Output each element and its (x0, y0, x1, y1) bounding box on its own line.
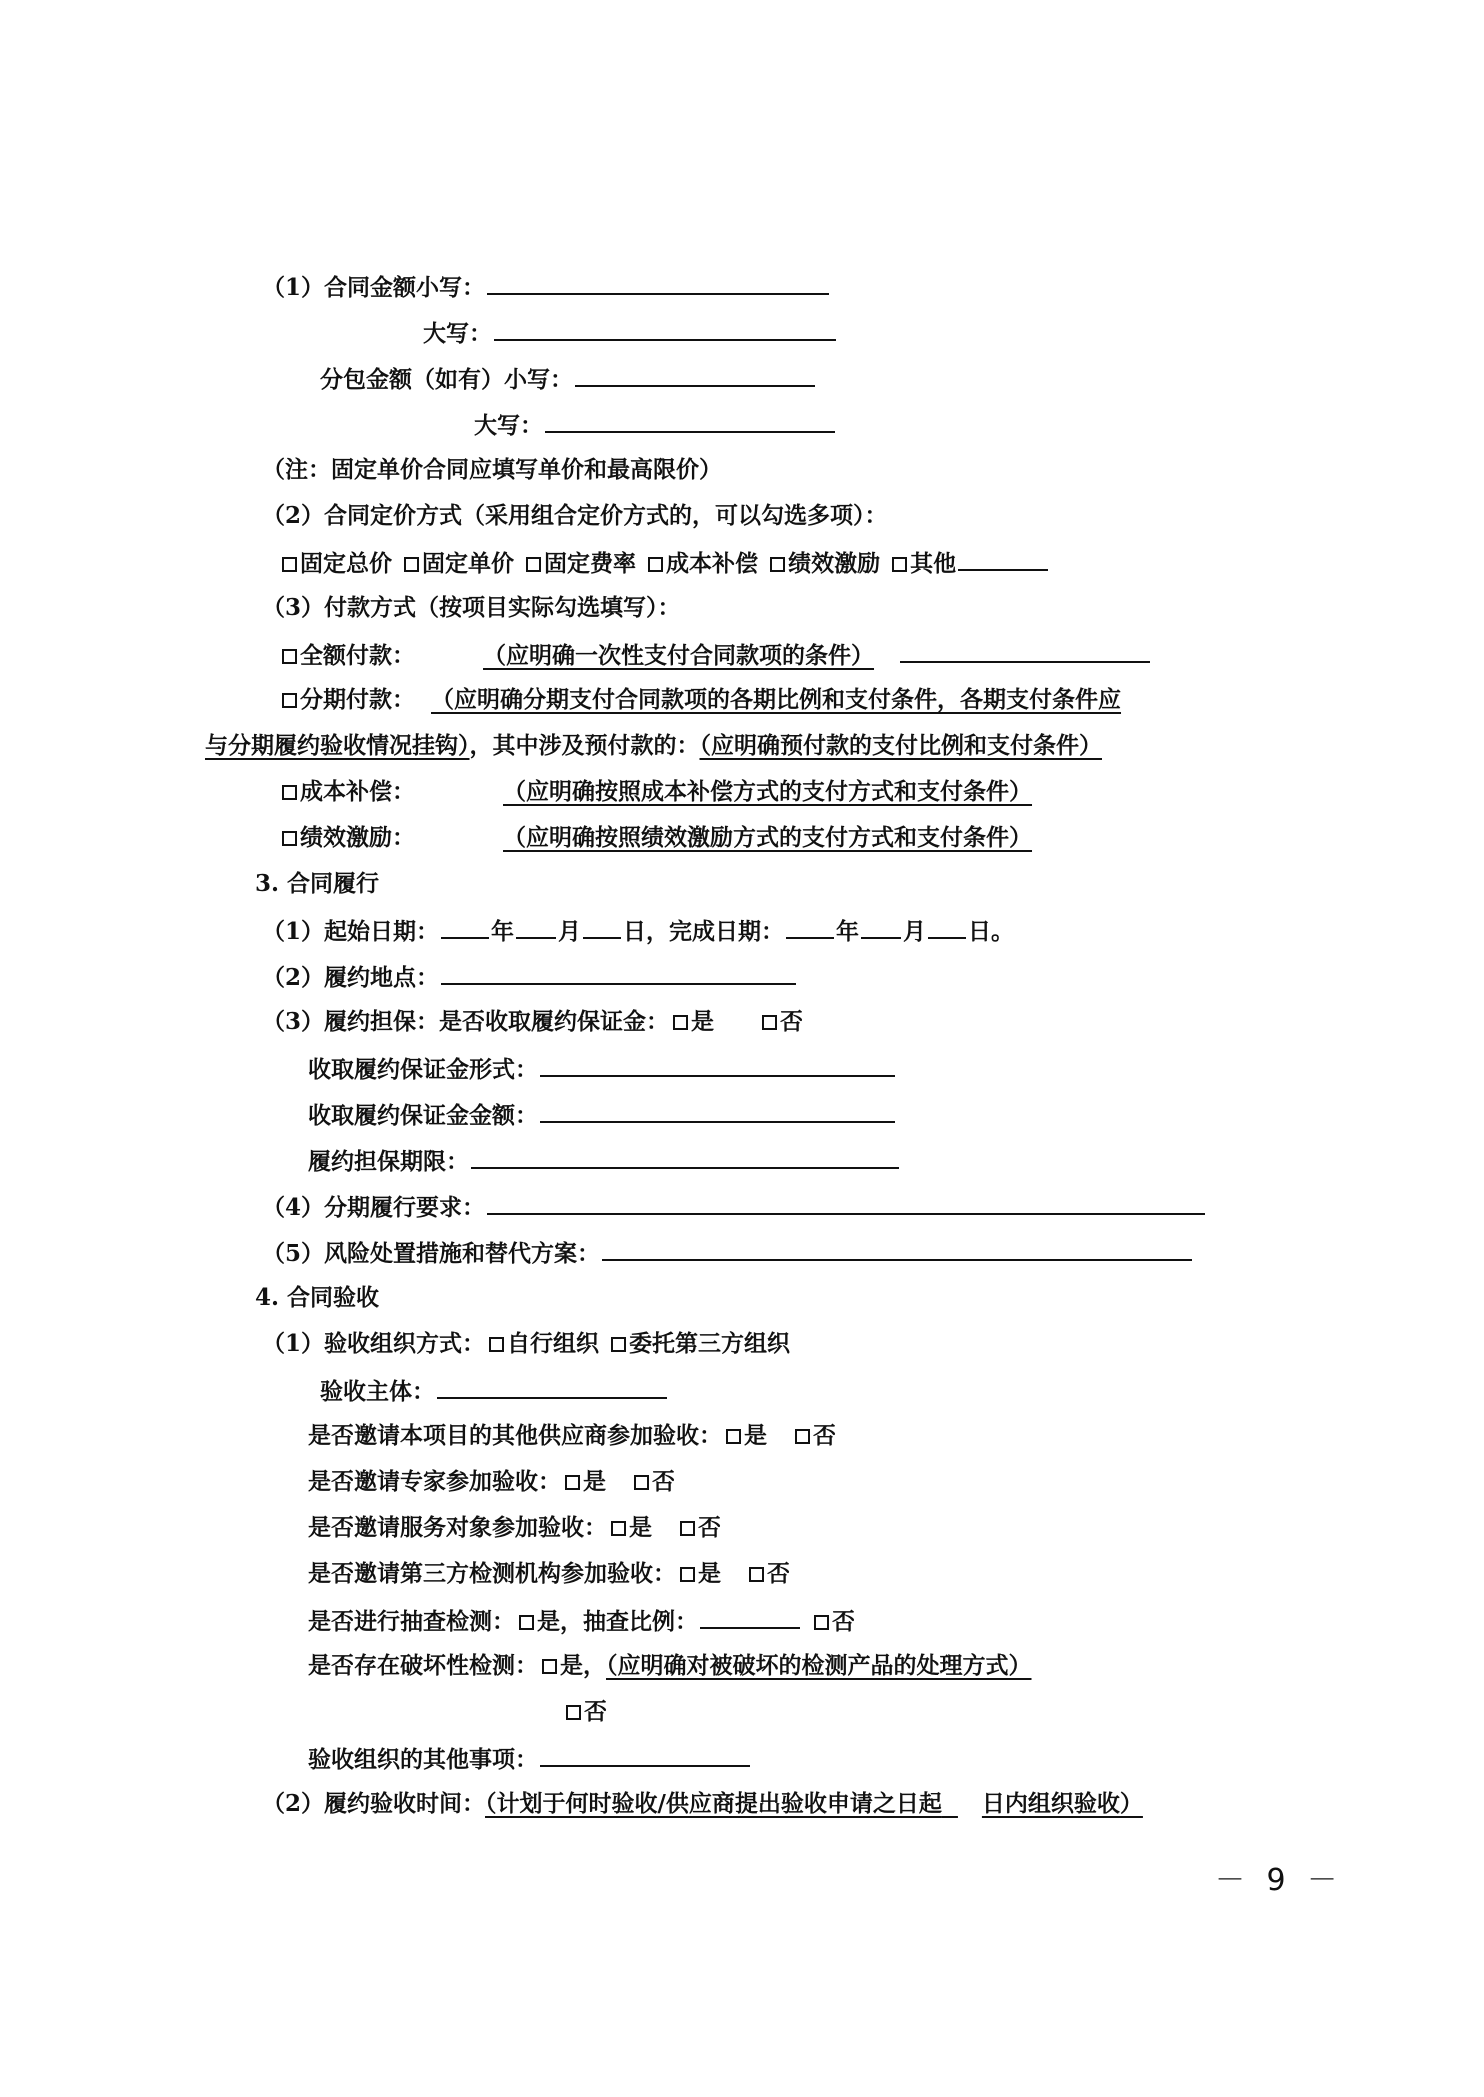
risk-row (262, 1237, 1194, 1267)
acceptance-days-field[interactable] (942, 1789, 982, 1819)
location-row (262, 961, 798, 991)
acceptance-org-row (262, 1329, 790, 1359)
guarantee-label: （3）履约担保：是否收取履约保证金： (262, 1008, 670, 1035)
pricing-options (278, 547, 1050, 577)
checkbox-performance[interactable] (770, 557, 785, 572)
installment-text-1: （应明确分期支付合同款项的各期比例和支付条件，各期支付条件应 (431, 686, 1122, 713)
checkbox-self-organize[interactable] (489, 1337, 504, 1352)
full-payment-line (900, 639, 1150, 663)
end-month-field[interactable] (861, 915, 901, 939)
destructive-test-text: （应明确对被破坏的检测产品的处理方式） (606, 1652, 1032, 1679)
acceptance-heading: 4. 合同验收 (255, 1284, 380, 1311)
no-label: 否 (780, 1008, 804, 1035)
q2-label: 是否邀请专家参加验收： (308, 1468, 561, 1495)
installment-label: 分期付款： (300, 686, 415, 713)
performance-heading: 3. 合同履行 (255, 870, 380, 897)
start-day-field[interactable] (583, 915, 621, 939)
contract-amount-big-field[interactable] (494, 317, 836, 341)
third-party-label: 委托第三方组织 (629, 1330, 791, 1357)
q1-row (308, 1421, 836, 1451)
checkbox-q5-no[interactable] (814, 1615, 829, 1630)
no-label: 否 (652, 1468, 675, 1495)
start-year-field[interactable] (441, 915, 489, 939)
checkbox-fixed-total[interactable] (282, 557, 297, 572)
option-label: 其他 (910, 550, 957, 577)
contract-amount-big-label: 大写： (423, 320, 492, 347)
guarantee-period-row (308, 1145, 901, 1175)
checkbox-third-party[interactable] (611, 1337, 626, 1352)
no-label: 否 (698, 1514, 721, 1541)
guarantee-form-field[interactable] (540, 1053, 895, 1077)
option-label: 固定总价 (300, 550, 392, 577)
checkbox-guarantee-no[interactable] (762, 1015, 777, 1030)
q4-row (308, 1559, 790, 1589)
sample-ratio-field[interactable] (700, 1605, 800, 1629)
risk-label: （5）风险处置措施和替代方案： (262, 1240, 601, 1267)
option-label: 成本补偿 (666, 550, 759, 577)
yes-label: 是 (698, 1560, 721, 1587)
payment-full-row (278, 639, 1152, 669)
prepay-text: （应明确预付款的支付比例和支付条件） (699, 732, 1102, 759)
checkbox-full-payment[interactable] (282, 649, 297, 664)
year-label: 年 (836, 918, 860, 945)
contract-amount-small-row (262, 271, 831, 301)
checkbox-q4-yes[interactable] (680, 1567, 695, 1582)
checkbox-cost-comp[interactable] (648, 557, 663, 572)
guarantee-period-label: 履约担保期限： (308, 1148, 469, 1175)
checkbox-q4-no[interactable] (749, 1567, 764, 1582)
risk-field[interactable] (602, 1237, 1192, 1261)
cost-payment-label: 成本补偿： (300, 778, 415, 805)
checkbox-q3-yes[interactable] (611, 1521, 626, 1536)
perf-payment-label: 绩效激励： (300, 824, 415, 851)
acceptance-subject-row (320, 1375, 669, 1405)
q5-label: 是否进行抽查检测： (308, 1608, 515, 1635)
end-year-field[interactable] (786, 915, 834, 939)
month-label: 月 (903, 918, 927, 945)
month-label: 月 (558, 918, 582, 945)
option-label: 固定单价 (422, 550, 515, 577)
sub-amount-small-field[interactable] (575, 363, 815, 387)
q3-row (308, 1513, 721, 1543)
checkbox-q6-yes[interactable] (542, 1659, 557, 1674)
complete-date-label: ，完成日期： (646, 918, 785, 945)
checkbox-cost-payment[interactable] (282, 785, 297, 800)
no-label: 否 (584, 1698, 607, 1725)
no-label: 否 (767, 1560, 790, 1587)
q6-yes-label: 是， (560, 1652, 606, 1679)
self-organize-label: 自行组织 (507, 1330, 600, 1357)
contract-amount-big-row (423, 317, 838, 347)
sub-amount-small-label: 分包金额（如有）小写： (320, 366, 573, 393)
payment-title: （3）付款方式（按项目实际勾选填写）： (262, 594, 681, 621)
payment-install-row-2 (205, 731, 1102, 761)
sub-amount-big-field[interactable] (545, 409, 835, 433)
guarantee-form-row (308, 1053, 897, 1083)
start-month-field[interactable] (516, 915, 556, 939)
checkbox-installment[interactable] (282, 693, 297, 708)
contract-amount-small-field[interactable] (487, 271, 829, 295)
guarantee-period-field[interactable] (471, 1145, 899, 1169)
prepay-label: ，其中涉及预付款的： (469, 732, 700, 759)
checkbox-other[interactable] (892, 557, 907, 572)
page-number: － 9 － (1215, 1863, 1344, 1898)
checkbox-q3-no[interactable] (680, 1521, 695, 1536)
payment-perf-row (278, 823, 1072, 853)
acceptance-time-label: （2）履约验收时间： (262, 1790, 486, 1817)
yes-label: 是 (583, 1468, 606, 1495)
payment-cost-row (278, 777, 1072, 807)
q6-label: 是否存在破坏性检测： (308, 1652, 538, 1679)
option-label: 固定费率 (544, 550, 637, 577)
guarantee-amount-field[interactable] (540, 1099, 895, 1123)
acceptance-time-text-1: （计划于何时验收/供应商提出验收申请之日起 (485, 1790, 942, 1817)
guarantee-amount-label: 收取履约保证金金额： (308, 1102, 538, 1129)
yes-label: 是 (691, 1008, 715, 1035)
checkbox-perf-payment[interactable] (282, 831, 297, 846)
checkbox-q2-no[interactable] (634, 1475, 649, 1490)
checkbox-q5-yes[interactable] (519, 1615, 534, 1630)
q6-no-row (562, 1697, 607, 1727)
checkbox-guarantee-yes[interactable] (673, 1015, 688, 1030)
acceptance-subject-field[interactable] (437, 1375, 667, 1399)
q2-row (308, 1467, 675, 1497)
location-label: （2）履约地点： (262, 964, 440, 991)
checkbox-q6-no[interactable] (566, 1705, 581, 1720)
other-field[interactable] (958, 547, 1048, 571)
guarantee-form-label: 收取履约保证金形式： (308, 1056, 538, 1083)
perf-payment-text: （应明确按照绩效激励方式的支付方式和支付条件） (503, 824, 1033, 851)
yes-label: 是 (629, 1514, 652, 1541)
day-end-label: 日。 (968, 918, 1015, 945)
amount-note: （注：固定单价合同应填写单价和最高限价） (262, 456, 722, 483)
acceptance-time-row (262, 1789, 1143, 1819)
sub-amount-small-row (320, 363, 817, 393)
q1-label: 是否邀请本项目的其他供应商参加验收： (308, 1422, 722, 1449)
contract-amount-small-label: （1）合同金额小写： (262, 274, 486, 301)
option-label: 绩效激励 (788, 550, 881, 577)
guarantee-amount-row (308, 1099, 897, 1129)
year-label: 年 (491, 918, 515, 945)
staged-label: （4）分期履行要求： (262, 1194, 486, 1221)
q6-row (308, 1651, 1040, 1681)
payment-install-row (278, 685, 1121, 715)
staged-field[interactable] (487, 1191, 1205, 1215)
cost-payment-text: （应明确按照成本补偿方式的支付方式和支付条件） (503, 778, 1033, 805)
no-label: 否 (813, 1422, 836, 1449)
sub-amount-big-label: 大写： (474, 412, 543, 439)
checkbox-q1-yes[interactable] (726, 1429, 741, 1444)
q5-row (308, 1605, 855, 1635)
sample-ratio-label: 是，抽查比例： (537, 1608, 698, 1635)
location-field[interactable] (441, 961, 796, 985)
checkbox-q2-yes[interactable] (565, 1475, 580, 1490)
acceptance-org-label: （1）验收组织方式： (262, 1330, 486, 1357)
q4-label: 是否邀请第三方检测机构参加验收： (308, 1560, 676, 1587)
q3-label: 是否邀请服务对象参加验收： (308, 1514, 607, 1541)
day-label: 日 (623, 918, 647, 945)
dates-row (262, 915, 1014, 945)
acceptance-other-row (308, 1743, 752, 1773)
acceptance-other-label: 验收组织的其他事项： (308, 1746, 538, 1773)
end-day-field[interactable] (928, 915, 966, 939)
acceptance-time-text-2: 日内组织验收） (981, 1790, 1143, 1817)
no-label: 否 (832, 1608, 855, 1635)
checkbox-q1-no[interactable] (795, 1429, 810, 1444)
checkbox-fixed-unit[interactable] (404, 557, 419, 572)
staged-row (262, 1191, 1207, 1221)
sub-amount-big-row (474, 409, 837, 439)
yes-label: 是 (744, 1422, 767, 1449)
pricing-title: （2）合同定价方式（采用组合定价方式的，可以勾选多项）： (262, 502, 888, 529)
installment-text-2: 与分期履约验收情况挂钩） (205, 732, 470, 759)
full-payment-label: 全额付款： (300, 642, 415, 669)
start-date-label: （1）起始日期： (262, 918, 440, 945)
guarantee-row (262, 1007, 803, 1037)
checkbox-fixed-rate[interactable] (526, 557, 541, 572)
full-payment-text: （应明确一次性支付合同款项的条件） (483, 642, 875, 669)
acceptance-other-field[interactable] (540, 1743, 750, 1767)
acceptance-subject-label: 验收主体： (320, 1378, 435, 1405)
